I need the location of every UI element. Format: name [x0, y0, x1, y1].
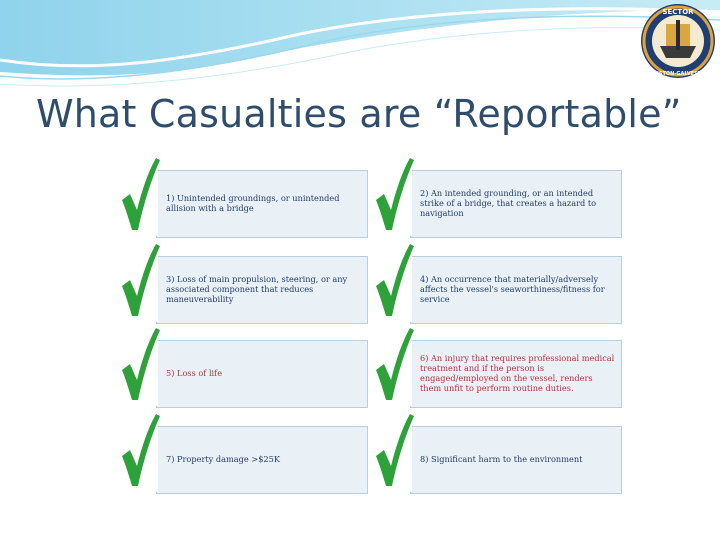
check-wrapper	[120, 246, 158, 322]
checkmark-icon	[374, 242, 414, 322]
checkmark-icon	[374, 412, 414, 492]
check-wrapper	[374, 246, 412, 322]
check-wrapper	[374, 416, 412, 492]
item-text: 5) Loss of life	[166, 368, 223, 378]
list-item	[120, 330, 368, 410]
check-wrapper	[374, 330, 412, 406]
check-wrapper	[120, 160, 158, 236]
coast-guard-seal-icon	[636, 2, 720, 80]
checkmark-icon	[120, 156, 160, 236]
list-item	[374, 330, 622, 410]
list-item	[120, 246, 368, 326]
check-wrapper	[374, 160, 412, 236]
checkmark-icon	[120, 326, 160, 406]
item-text: 3) Loss of main propulsion, steering, or any associated component that reduces maneuverability	[166, 274, 348, 304]
item-text: 1) Unintended groundings, or unintended allision with a bridge	[166, 193, 340, 213]
checkmark-icon	[120, 412, 160, 492]
checkmark-icon	[374, 326, 414, 406]
list-item	[374, 416, 622, 496]
list-item	[120, 416, 368, 496]
item-text: 8) Significant harm to the environment	[420, 454, 583, 464]
seal-bottom-text: HOUSTON-GALVESTON	[646, 71, 710, 77]
checkmark-icon	[120, 242, 160, 322]
check-wrapper	[120, 330, 158, 406]
item-text: 7) Property damage >$25K	[166, 454, 280, 464]
item-text: 6) An injury that requires professional medical treatment and if the person is engaged/employed on the vessel, renders them unfit to perform routine duties.	[420, 353, 615, 393]
item-text: 2) An intended grounding, or an intended strike of a bridge, that creates a hazard to navigation	[420, 188, 597, 218]
check-wrapper	[120, 416, 158, 492]
list-item	[374, 246, 622, 326]
slide-title: What Casualties are “Reportable”	[36, 92, 682, 136]
checkmark-icon	[374, 156, 414, 236]
seal-top-text: SECTOR	[662, 8, 694, 16]
item-text: 4) An occurrence that materially/adversely affects the vessel's seaworthiness/fitness for service	[420, 274, 605, 304]
list-item	[120, 160, 368, 240]
list-item	[374, 160, 622, 240]
